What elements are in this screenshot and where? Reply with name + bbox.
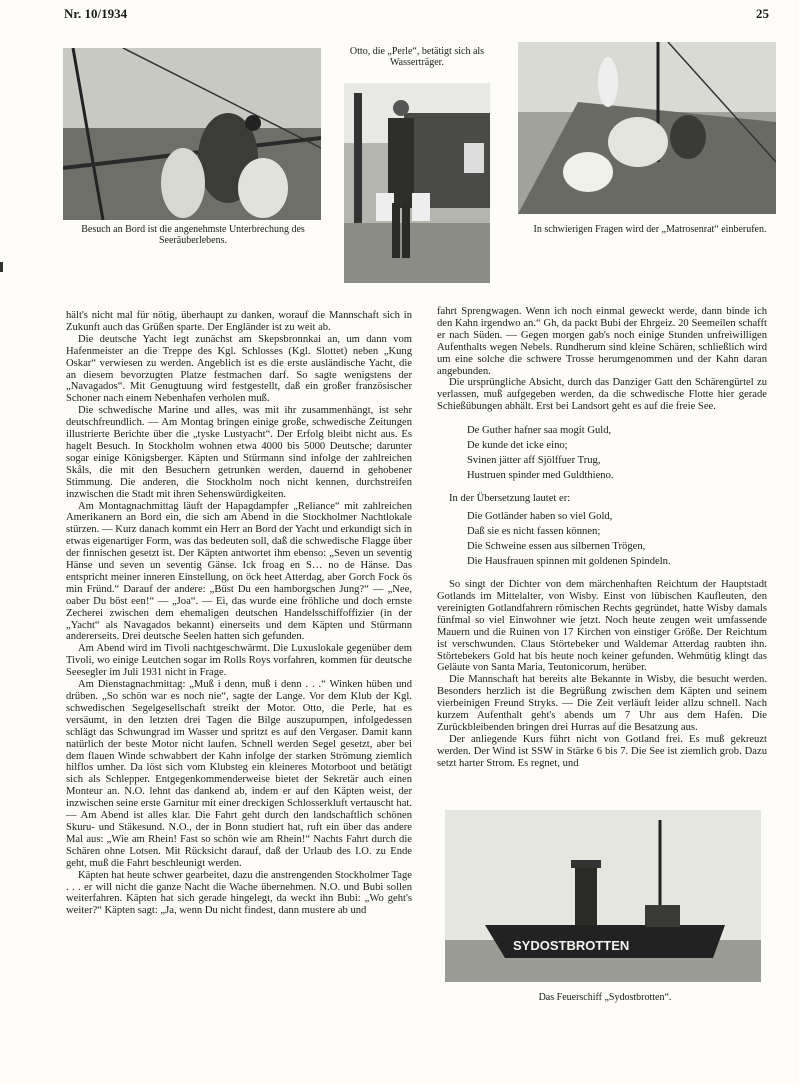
- caption-lightship: Das Feuerschiff „Sydostbrotten“.: [538, 992, 672, 1003]
- paragraph: Die deutsche Yacht legt zunächst am Skepsbronnkai an, um dann vom Hafenmeister an die Treppe des Kgl. Schlosses (Kgl. Slottet) neben „Kung Oskar“ verwiesen zu werden. Angeblich ist es die erste ausländische Yacht, die an diesem bevorzugten Platze festmachen darf. So sagte wenigstens der „Navagados“. Mit Genugtuung wird festgestellt, daß ein großer französischer Schoner nach einem Nebenhafen verholen muß.: [66, 333, 412, 405]
- photo-otto-water-carrier: [344, 83, 490, 283]
- poem-line: Die Hausfrauen spinnen mit goldenen Spindeln.: [467, 556, 671, 568]
- poem-line: De kunde det icke eino;: [467, 440, 568, 452]
- paragraph: Die ursprüngliche Absicht, durch das Danziger Gatt den Schärengürtel zu verlassen, muß aufgegeben werden, da die schwedische Flotte hier gerade Schießübungen abhält. Erst bei Landsort geht es auf die freie See.: [437, 377, 767, 413]
- poem-line: Daß sie es nicht fassen können;: [467, 526, 601, 538]
- photo-lightship: [445, 810, 761, 982]
- poem-line: Die Gotländer haben so viel Gold,: [467, 511, 613, 523]
- paragraph: Am Dienstagnachmittag: „Muß i denn, muß i denn . . .“ Winken hüben und drüben. „So schön war es noch nie“, sagte der Lange. Vor dem Klub der Kgl. schwedischen Segelgesellschaft streikt der Motor. Otto, die Perle, hat es versäumt, in den letzten drei Tagen die Bilge auszupumpen, infolgedessen schlägt das Schwungrad im Wasser und spritzt es auf den Vergaser. Damit kann natürlich der beste Motor nicht laufen. Schnell werden Segel gesetzt, aber bei dem flauen Winde schwabbert der Kahn infolge der starken Strömung ziemlich hilflos umher. Da löst sich vom Klubsteg ein kleineres Motorboot und betätigt sich als Schlepper. Entgegenkommenderweise bietet der Sekretär auch einen Monteur an. N.O. lehnt das dankend ab, indem er auf den Käpten weist, der inzwischen seine erste Garnitur mit einer dreckigen Schlosserkluft vertauscht hat. — Am Abend ist alles klar. Die Fahrt geht durch den landschaftlich schönen Skuru- und Stäkesund. N.O., der in Bonn studiert hat, ruft ein über das andere Mal aus: „Wie am Rhein! Fast so schön wie am Rhein!“ Nachts Fahrt durch die Schären ohne Lotsen. Mit Rücksicht darauf, daß der Urlaub des I.O. zu Ende geht, muß die Fahrt beschleunigt werden.: [66, 679, 412, 869]
- paragraph: Käpten hat heute schwer gearbeitet, dazu die anstrengenden Stockholmer Tage . . . er will nicht die ganze Nacht die Wache übernehmen. N.O. und Bubi sollen weiterfahren. Käpten hat sich gerade hingelegt, da weckt ihn Bubi: „Wo geht's weiter?“ Käpten sagt: „Ja, wenn Du nicht findest, dann mustere ab und: [66, 869, 412, 917]
- paragraph: Am Montagnachmittag läuft der Hapagdampfer „Reliance“ mit zahlreichen Amerikanern an Bord ein, die sich am Abend in die Stockholmer Nachtlokale stürzen. — Kurz danach kommt ein Herr an Bord der Yacht und erkundigt sich in etwas eigenartiger Form, was das bedeuten soll, daß die schwedische Flagge über der finnischen gesetzt ist. Der Käpten antwortet ihm ebenso: „Seven un seventig Hänse und seven un seventig Gänse. Ick froag en S… no de Hänse. Das entspricht meiner inneren Einstellung, on öck heet Atterdag, aber Gorch Fock ös min Fründ.“ Darauf der andere: „Büst Du een hamborgschen Jung?“ — „Nee, oaber Du böst een!“ — „Joa“. — Ei, das wurde eine fröhliche und doch ernste Zecherei zwischen dem ehemaligen deutschen Handelsschiffoffizier (in der „Yacht“ als Navagados bekannt) einerseits und dem Käpten und Stürmann andererseits. Drei deutsche Seelen hatten sich gefunden.: [66, 500, 412, 643]
- caption-otto: Otto, die „Perle“, betätigt sich als Wasserträger.: [349, 46, 485, 68]
- poem-line: Hustruen spinder med Guldthieno.: [467, 470, 614, 482]
- paragraph: Die schwedische Marine und alles, was mit ihr zusammenhängt, ist sehr deutschfreundlich. — Am Montag bringen einige große, schwedische Zeitungen illustrierte Berichte über die „tyske Lustyacht“. Der Erfolg bleibt nicht aus. Es hagelt Besuch. In Stockholm wohnen etwa 4000 bis 5000 Deutsche; darunter sogar einige Königsberger. Käpten und Stürmann sind infolge der zahlreichen Skåls, die mit den Besuchern getrunken werden, dauernd in gehobener Stimmung. Die anderen, die Stockholm noch nicht kennen, durchstreifen inzwischen die Stadt mit ihren Sehenswürdigkeiten.: [66, 405, 412, 500]
- photo-sailors-council: [518, 42, 776, 214]
- article-right-column: [437, 306, 767, 806]
- article-left-column: [66, 310, 412, 1070]
- paragraph: Der anliegende Kurs führt nicht von Gotland frei. Es muß gekreuzt werden. Der Wind ist SSW in Stärke 6 bis 7. Die See ist ziemlich grob. Dazu setzt harter Strom. Es regnet, und: [437, 733, 767, 769]
- paragraph: fahrt Sprengwagen. Wenn ich noch einmal geweckt werde, dann binde ich den Kahn irgendwo an.“ Gh, da packt Bubi der Ehrgeiz. 20 Seemeilen schafft er nach Süden. — Gegen morgen gab's noch einige Stunden unfreiwilligen Aufenthalts wegen Nebels. Rundherum sind kleine Schären, schließlich wird um eine solche die schwere Trosse herumgenommen und der Kahn daran angebunden.: [437, 306, 767, 377]
- paragraph: hält's nicht mal für nötig, überhaupt zu danken, worauf die Mannschaft sich in Zukunft auch das Grüßen sparte. Der Engländer ist zu weit ab.: [66, 310, 412, 333]
- poem-original: [467, 423, 767, 483]
- paragraph: So singt der Dichter von dem märchenhaften Reichtum der Hauptstadt Gotlands im Mittelalter, von Wisby. Einst von lübischen Kaufleuten, den vereinigten Gotlandfahrern römischen Rechts gegründet, hatte Wisby damals fünfmal so viel Einwohner wie jetzt. Noch heute zeugen weit umfassende Mauern und die Ruinen von 17 Kirchen von einstiger Größe. Der Reichtum ist verschwunden. Claus Störtebeker und Waldemar Atterdag raubten ihn. Störtebekers Gold hat bis heute noch keiner gefunden. Wehmütig klingt das Geläute von Santa Maria, Teutonicorum, herüber.: [437, 579, 767, 674]
- caption-sailors-council: In schwierigen Fragen wird der „Matrosenrat“ einberufen.: [533, 224, 767, 235]
- poem-translation: [467, 509, 767, 569]
- page-edge-mark: [0, 262, 3, 272]
- poem-line: Svinen jätter aff Sjölffuer Trug,: [467, 455, 601, 467]
- paragraph: Am Abend wird im Tivoli nachtgeschwärmt. Die Luxuslokale gegenüber dem Tivoli, wo einige Leutchen sogar im Rolls Roys vorfahren, kommen für deutsche Seesegler im Juli 1931 nicht in Frage.: [66, 643, 412, 679]
- photo-visitors-on-board: [63, 48, 321, 220]
- poem-line: De Guther hafner saa mogit Guld,: [467, 425, 612, 437]
- translation-intro: In der Übersetzung lautet er:: [449, 493, 571, 505]
- poem-line: Die Schweine essen aus silbernen Trögen,: [467, 541, 646, 553]
- issue-number: Nr. 10/1934: [64, 6, 128, 21]
- paragraph: Die Mannschaft hat bereits alte Bekannte in Wisby, die besucht werden. Besonders herzlich ist die Begrüßung zwischen dem Käpten und seinem vierbeinigen Freund Stryks. — Die Zeit verläuft leider allzu schnell. Nach kurzem Aufenthalt geht's abends um 7 Uhr aus dem Hafen. Die Zurückbleibenden bringen drei Hurras auf die Besatzung aus.: [437, 674, 767, 733]
- page-number: 25: [756, 6, 769, 21]
- caption-visitors: Besuch an Bord ist die angenehmste Unterbrechung des Seeräuberlebens.: [81, 224, 305, 246]
- ship-hull-label: SYDOSTBROTTEN: [513, 938, 630, 953]
